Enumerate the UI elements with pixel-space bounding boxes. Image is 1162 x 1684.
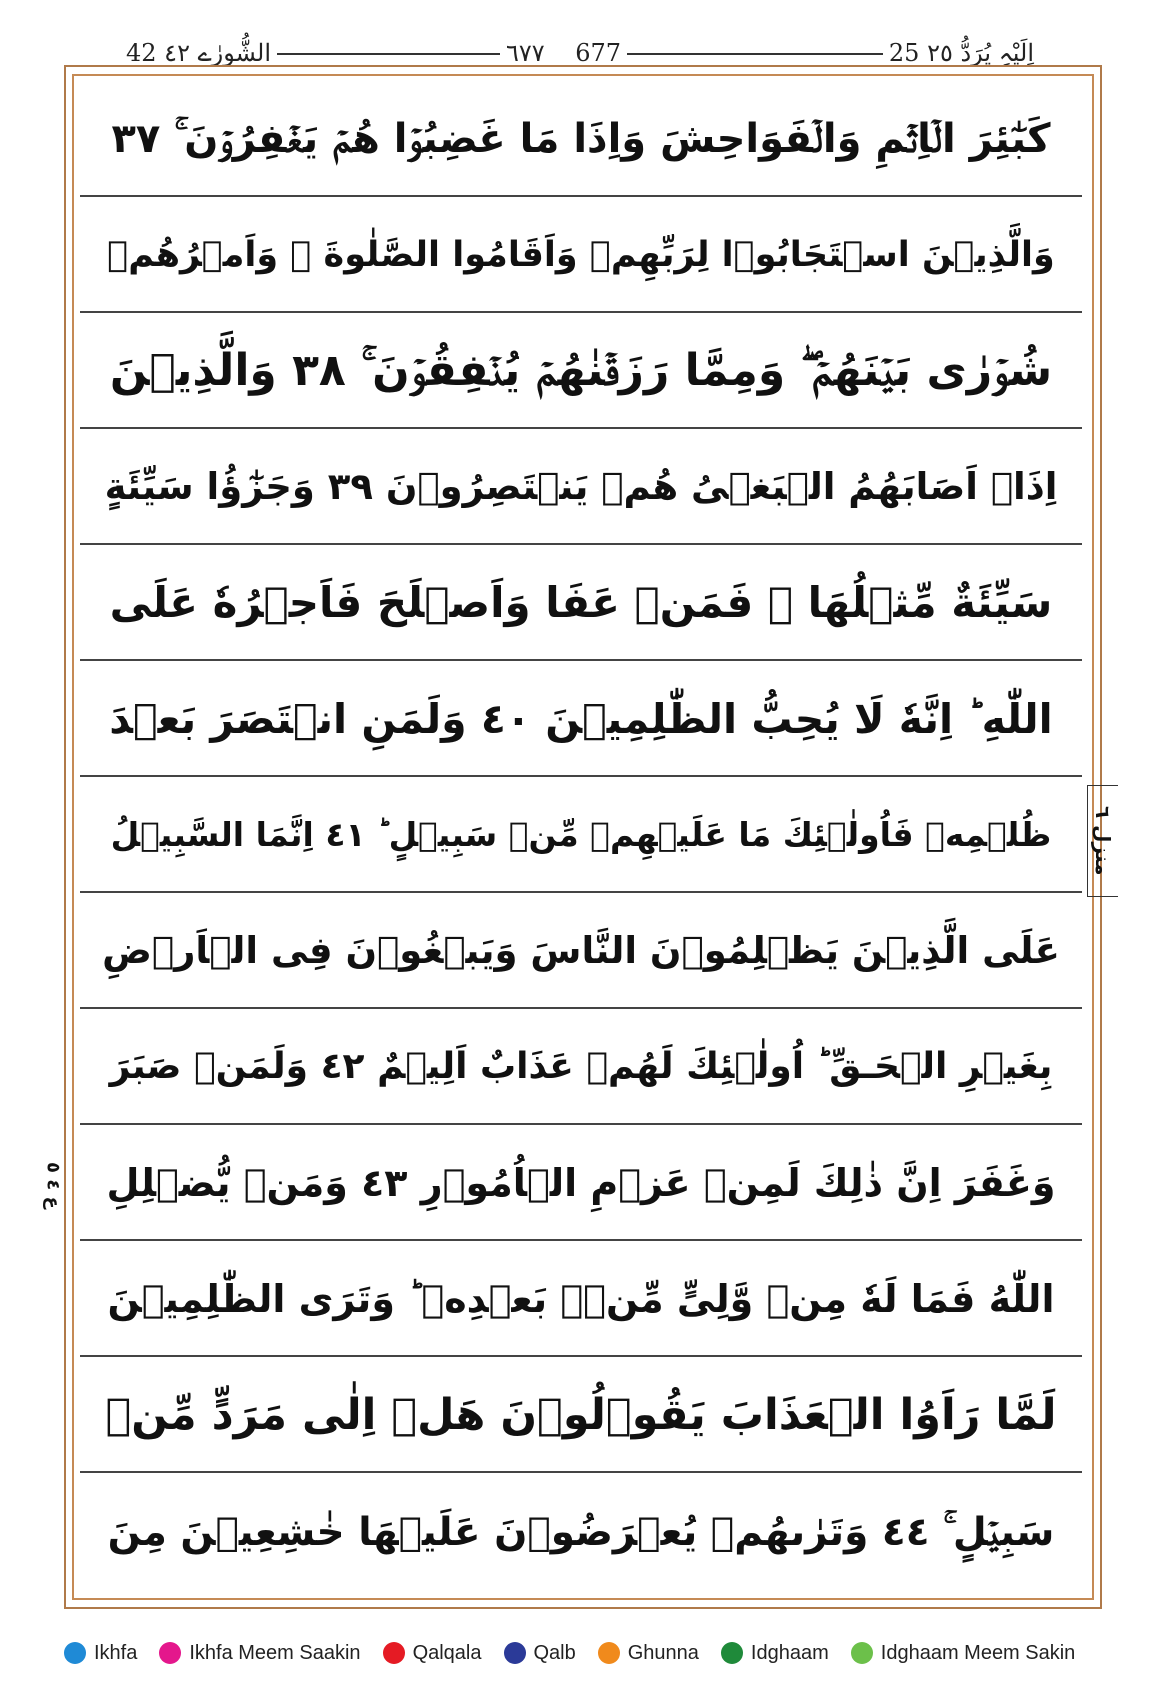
verse-line — [80, 546, 1082, 661]
legend-label: Qalqala — [412, 1641, 482, 1664]
legend-label: Idghaam Meem Sakin — [880, 1641, 1076, 1664]
ikhfa-dot-icon — [64, 1642, 86, 1664]
verse-text: لَمَّا رَاَوُا الۡعَذَابَ يَقُوۡلُوۡنَ هَلۡ اِلٰى مَرَدٍّ مِّنۡ — [105, 1389, 1057, 1440]
verse-line — [80, 82, 1082, 197]
verse-text: كَبٰٓئِرَ الۡاِثۡمِ وَالۡفَوَاحِشَ وَاِذَا مَا غَضِبُوۡا هُمۡ يَغۡفِرُوۡنَ ۚ ٣٧ — [111, 115, 1051, 162]
qalb-dot-icon — [504, 1642, 526, 1664]
verse-line — [80, 1358, 1082, 1473]
legend-label: Qalb — [533, 1641, 576, 1664]
verse-line — [80, 662, 1082, 777]
verse-line — [80, 1126, 1082, 1241]
verse-line — [80, 1474, 1082, 1590]
verse-line — [80, 894, 1082, 1009]
verse-line — [80, 198, 1082, 313]
legend-item-qalb — [504, 1642, 576, 1665]
legend-item-qalqala — [383, 1642, 482, 1665]
verse-text: شُوۡرٰى بَيۡنَهُمۡ ۖ وَمِمَّا رَزَقۡنٰهُمۡ يُنۡفِقُوۡنَ ۚ ٣٨ وَالَّذِيۡنَ — [109, 345, 1053, 396]
manzil-marker — [1087, 785, 1118, 897]
legend-label: Ikhfa — [94, 1641, 138, 1664]
verse-line — [80, 1010, 1082, 1125]
legend-label: Ghunna — [627, 1641, 699, 1664]
ghunna-dot-icon — [598, 1642, 620, 1664]
verse-text: عَلَى الَّذِيۡنَ يَظۡلِمُوۡنَ النَّاسَ وَيَبۡغُوۡنَ فِى الۡاَرۡضِ — [102, 929, 1060, 972]
verse-text: وَغَفَرَ اِنَّ ذٰلِكَ لَمِنۡ عَزۡمِ الۡاُمُوۡرِ ٤٣ وَمَنۡ يُّضۡلِلِ — [106, 1160, 1056, 1205]
verse-text: اللّٰهِ ؕ اِنَّهٗ لَا يُحِبُّ الظّٰلِمِيۡنَ ٤٠ وَلَمَنِ انۡتَصَرَ بَعۡدَ — [109, 694, 1053, 743]
legend-item-ikhfa — [64, 1642, 137, 1665]
legend-label: Ikhfa Meem Saakin — [189, 1641, 361, 1664]
verse-text: اللّٰهُ فَمَا لَهٗ مِنۡ وَّلِىٍّ مِّنۡۢ بَعۡدِهٖ ؕ وَتَرَى الظّٰلِمِيۡنَ — [107, 1276, 1055, 1321]
ruku-marker — [38, 1130, 68, 1240]
ruku-label: ع ٤ ٥ — [42, 1161, 64, 1209]
header-surah: 42 الشُّورٰے ٤٢ — [120, 36, 277, 70]
header-page-arabic: ٦٧٧ — [506, 39, 545, 67]
idghaam-dot-icon — [721, 1642, 743, 1664]
verse-text: سَيِّئَةٌ مِّثۡلُهَا ۚ فَمَنۡ عَفَا وَاَصۡلَحَ فَاَجۡرُهٗ عَلَى — [109, 578, 1053, 627]
verse-line — [80, 1242, 1082, 1357]
quran-page — [80, 82, 1082, 1590]
verse-text: اِذَاۤ اَصَابَهُمُ الۡبَغۡىُ هُمۡ يَنۡتَصِرُوۡنَ ٣٩ وَجَزٰٓؤُا سَيِّئَةٍ — [104, 465, 1058, 508]
header-juz: 25 اِلَیْہِ یُرَدُّ ٢٥ — [883, 36, 1040, 70]
header-page-latin: 677 — [575, 39, 621, 67]
manzil-label: منزل ٦ — [1091, 806, 1115, 876]
idghaam-meem-dot-icon — [851, 1642, 873, 1664]
tajweed-legend — [64, 1638, 1104, 1668]
legend-item-idghaam-meem — [851, 1642, 1076, 1665]
verse-text: سَبِيۡلٍ ۚ ٤٤ وَتَرٰٮهُمۡ يُعۡرَضُوۡنَ عَلَيۡهَا خٰشِعِيۡنَ مِنَ — [107, 1509, 1055, 1555]
verse-line — [80, 778, 1082, 893]
verse-text: ظُلۡمِهٖ فَاُولٰۤئِكَ مَا عَلَيۡهِمۡ مِّنۡ سَبِيۡلٍ ؕ ٤١ اِنَّمَا السَّبِيۡلُ — [110, 815, 1052, 854]
verse-text: بِغَيۡرِ الۡحَـقِّ ؕ اُولٰۤئِكَ لَهُمۡ عَذَابٌ اَلِيۡمٌ ٤٢ وَلَمَنۡ صَبَرَ — [109, 1046, 1053, 1087]
legend-item-ghunna — [598, 1642, 699, 1665]
legend-item-ikhfa-meem — [159, 1642, 360, 1665]
ikhfa-meem-dot-icon — [159, 1642, 181, 1664]
legend-label: Idghaam — [750, 1641, 829, 1664]
verse-line — [80, 314, 1082, 429]
qalqala-dot-icon — [383, 1642, 405, 1664]
verse-line — [80, 430, 1082, 545]
legend-item-idghaam — [721, 1642, 829, 1665]
verse-text: وَالَّذِيۡنَ اسۡتَجَابُوۡا لِرَبِّهِمۡ وَاَقَامُوا الصَّلٰوةَ ۖ وَاَمۡرُهُمۡ — [107, 234, 1055, 275]
